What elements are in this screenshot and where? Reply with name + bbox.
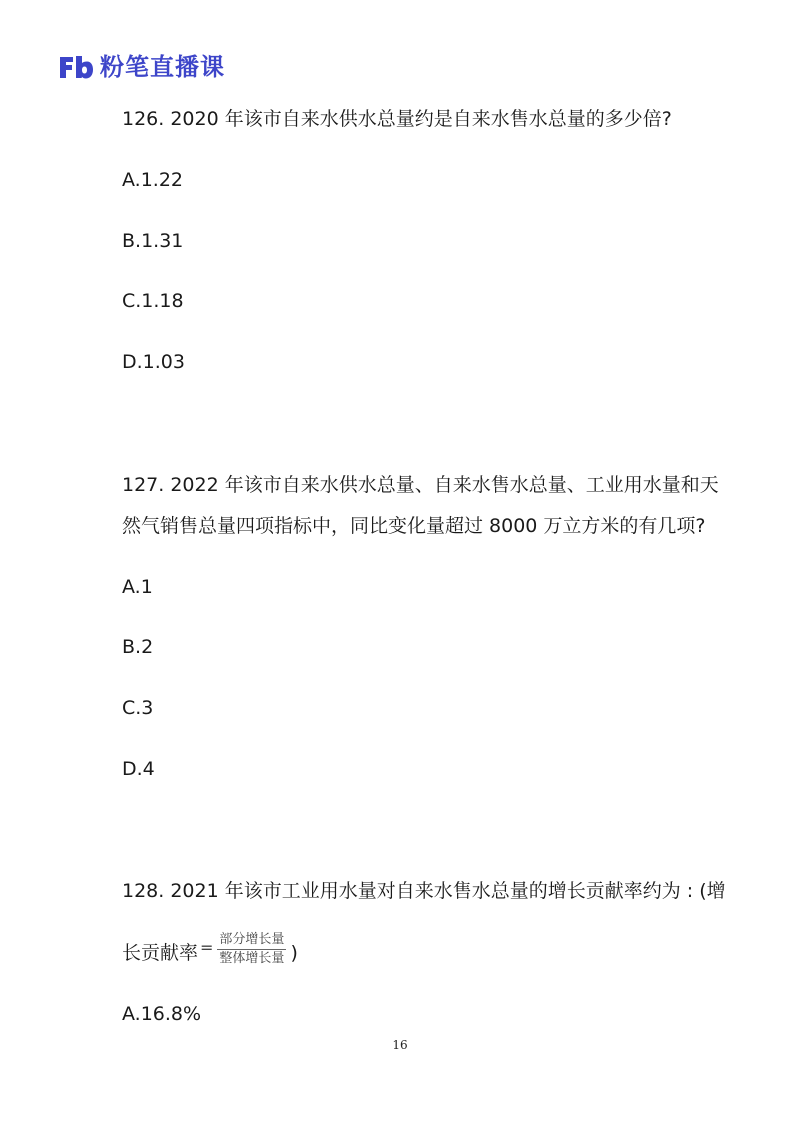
option-b: B.2 bbox=[122, 636, 154, 658]
page-number: 16 bbox=[392, 1038, 408, 1052]
question-number: 126. bbox=[122, 108, 165, 130]
option-d: D.4 bbox=[122, 758, 155, 780]
question-128-stem-line-2 bbox=[122, 932, 298, 971]
option-c: C.3 bbox=[122, 697, 154, 719]
question-text: 2021 年该市工业用水量对自来水售水总量的增长贡献率约为 : (增 bbox=[170, 880, 726, 902]
option-d: D.1.03 bbox=[122, 351, 185, 373]
question-127-stem-line-2: 然气销售总量四项指标中，同比变化量超过 8000 万立方米的有几项? bbox=[122, 515, 706, 537]
question-128-stem bbox=[122, 878, 726, 904]
option-c: C.1.18 bbox=[122, 290, 184, 312]
equals-sign: = bbox=[200, 938, 214, 957]
growth-contribution-formula bbox=[217, 932, 286, 967]
option-b: B.1.31 bbox=[122, 230, 184, 252]
question-text: 2020 年该市自来水供水总量约是自来水售水总量的多少倍? bbox=[170, 108, 672, 130]
option-a: A.1.22 bbox=[122, 169, 184, 191]
formula-numerator: 部分增长量 bbox=[217, 932, 286, 950]
closing-paren: ) bbox=[290, 942, 298, 964]
option-a: A.16.8% bbox=[122, 1003, 202, 1025]
question-126-stem bbox=[122, 106, 672, 132]
question-number: 127. bbox=[122, 474, 165, 496]
brand-logo bbox=[58, 52, 225, 82]
logo-text: 粉笔直播课 bbox=[100, 53, 225, 81]
question-127-stem bbox=[122, 472, 719, 498]
formula-denominator: 整体增长量 bbox=[219, 951, 285, 966]
question-text: 2022 年该市自来水供水总量、自来水售水总量、工业用水量和天 bbox=[170, 474, 719, 496]
fb-logo-icon bbox=[58, 54, 94, 80]
option-a: A.1 bbox=[122, 576, 153, 598]
question-text: 长贡献率 bbox=[122, 942, 199, 964]
question-number: 128. bbox=[122, 880, 165, 902]
